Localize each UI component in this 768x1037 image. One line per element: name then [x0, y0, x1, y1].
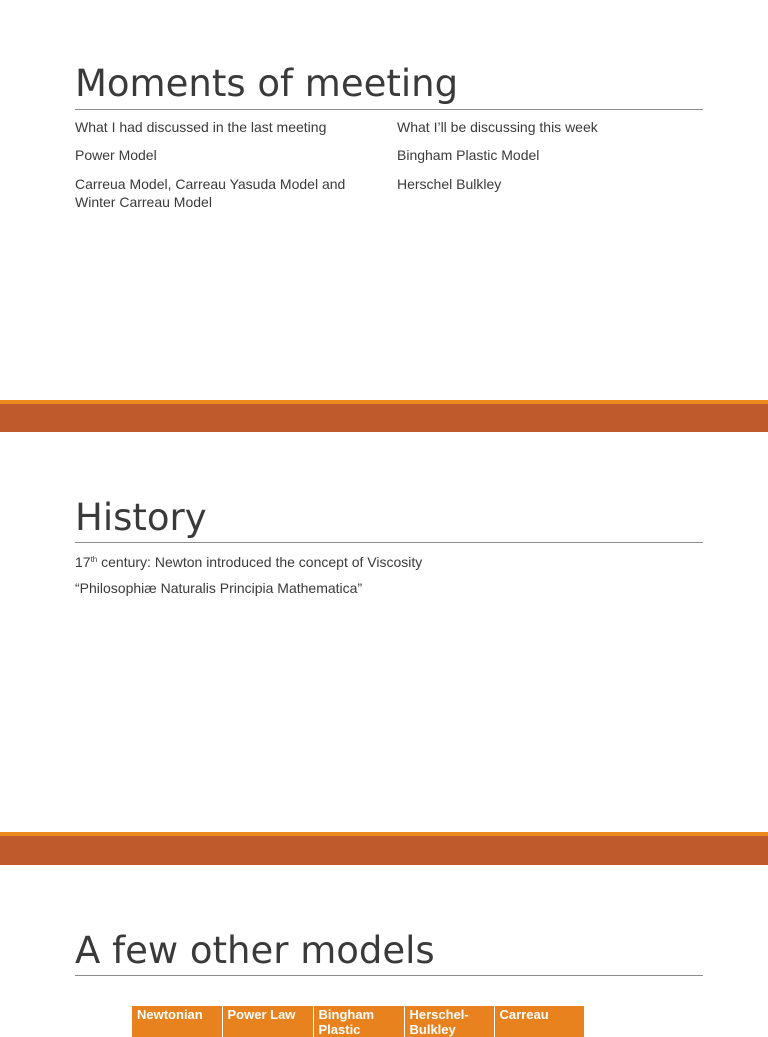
slide-moments-of-meeting: [0, 0, 768, 400]
title-underline: [75, 975, 703, 976]
newton-statement: century: Newton introduced the concept of Viscosity: [97, 554, 423, 570]
title-underline: [75, 542, 703, 543]
slide-title: History: [75, 496, 207, 539]
slide-other-models: [0, 865, 768, 1024]
slide-title: A few other models: [75, 929, 435, 972]
right-column-item: Herschel Bulkley: [397, 176, 502, 192]
right-column-item: Bingham Plastic Model: [397, 147, 540, 163]
slide-history: [0, 432, 768, 832]
ordinal-superscript: th: [90, 555, 98, 564]
left-column-item: Power Model: [75, 147, 157, 163]
table-header-cell: Herschel-Bulkley: [404, 1006, 494, 1037]
title-underline: [75, 109, 703, 110]
principia-title-line: “Philosophiæ Naturalis Principia Mathematica”: [75, 580, 363, 596]
table-header-cell: Newtonian: [132, 1006, 222, 1037]
slide-title: Moments of meeting: [75, 62, 459, 105]
table-header-cell: Power Law: [222, 1006, 313, 1037]
models-table: [132, 1006, 584, 1037]
history-newton-line: [75, 551, 422, 571]
table-header-row: [132, 1006, 584, 1037]
table-header-cell: Carreau: [494, 1006, 584, 1037]
slide-divider: [0, 832, 768, 865]
table-header-cell: Bingham Plastic: [313, 1006, 404, 1037]
left-column-item: Carreua Model, Carreau Yasuda Model and Winter Carreau Model: [75, 176, 346, 210]
century-number: 17: [75, 554, 91, 570]
right-column-heading: What I’ll be discussing this week: [397, 119, 598, 135]
left-column-heading: What I had discussed in the last meeting: [75, 119, 327, 135]
slide-divider: [0, 400, 768, 432]
